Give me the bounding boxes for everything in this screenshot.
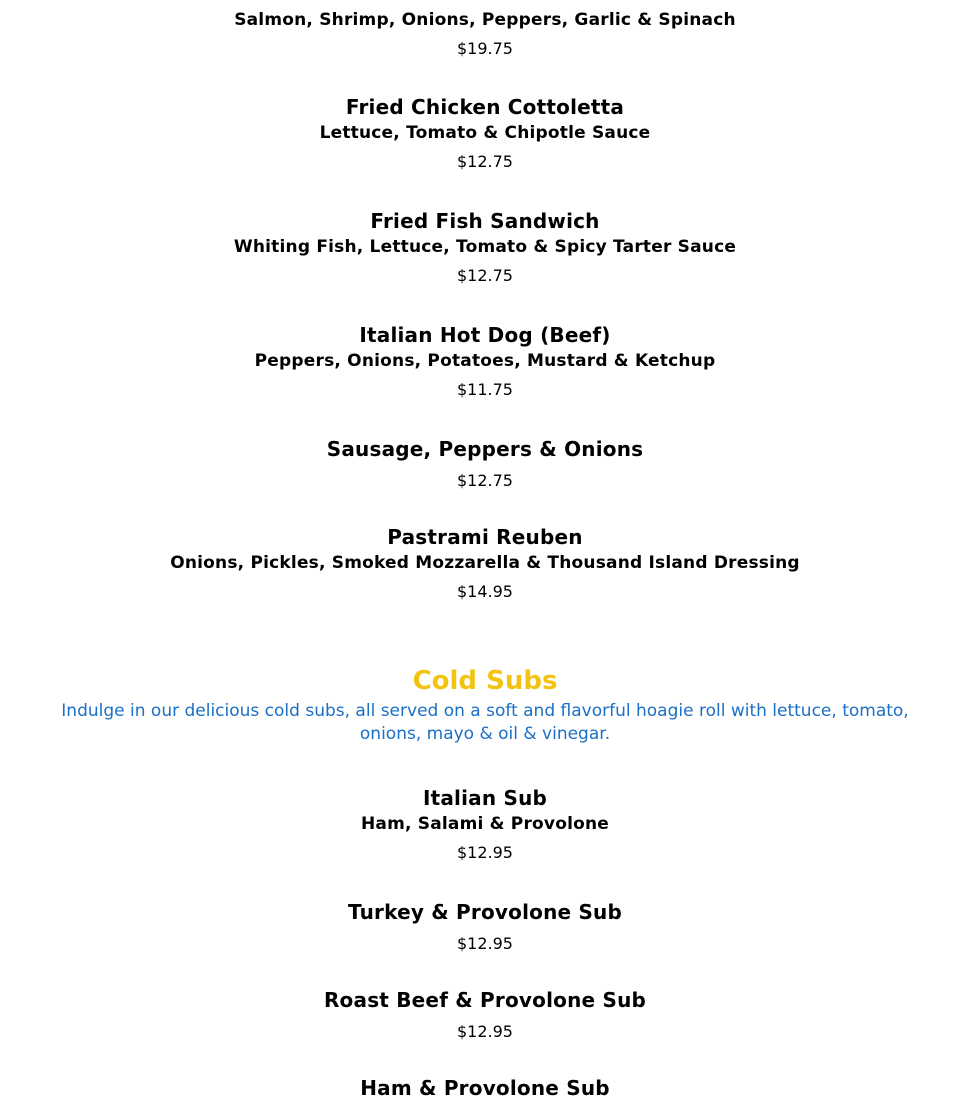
menu-item-description: Lettuce, Tomato & Chipotle Sauce: [319, 123, 651, 143]
menu-item-name: Roast Beef & Provolone Sub: [323, 988, 647, 1012]
menu-item-name: Pastrami Reuben: [387, 525, 583, 549]
section-title: Cold Subs: [412, 666, 558, 696]
menu-item: [0, 7, 970, 60]
menu-item: [0, 899, 970, 955]
menu-item: [0, 436, 970, 492]
menu-item: [0, 208, 970, 287]
menu-item-name: Sausage, Peppers & Onions: [326, 437, 644, 461]
menu-item-description: Whiting Fish, Lettuce, Tomato & Spicy Tarter Sauce: [233, 237, 737, 257]
menu-item: [0, 94, 970, 173]
menu-item-price: $19.75: [457, 39, 513, 58]
menu-item-price: $12.95: [457, 934, 513, 953]
menu-item-description: Ham, Salami & Provolone: [360, 814, 610, 834]
menu-item: [0, 322, 970, 401]
menu-item-price: $12.75: [457, 152, 513, 171]
menu-item-name: Italian Sub: [422, 786, 548, 810]
menu-item-price: $12.95: [457, 843, 513, 862]
menu-item: [0, 987, 970, 1043]
menu-item: [0, 524, 970, 603]
menu-item: [0, 1075, 970, 1101]
menu-item-name: Turkey & Provolone Sub: [347, 900, 623, 924]
menu-item-name: Fried Fish Sandwich: [370, 209, 600, 233]
section-description: Indulge in our delicious cold subs, all served on a soft and flavorful hoagie roll with lettuce, tomato, onions, mayo & oil & vinegar.: [61, 701, 909, 744]
menu-item-price: $12.75: [457, 471, 513, 490]
menu-item-price: $12.95: [457, 1022, 513, 1041]
menu-item-name: Fried Chicken Cottoletta: [345, 95, 625, 119]
menu-item-description: Onions, Pickles, Smoked Mozzarella & Thousand Island Dressing: [170, 553, 800, 573]
menu-item-price: $11.75: [457, 380, 513, 399]
menu-item: [0, 785, 970, 864]
menu-item-description: Salmon, Shrimp, Onions, Peppers, Garlic & Spinach: [234, 10, 736, 30]
menu-item-price: $12.75: [457, 266, 513, 285]
menu-item-description: Peppers, Onions, Potatoes, Mustard & Ketchup: [254, 351, 716, 371]
menu-item-name: Italian Hot Dog (Beef): [359, 323, 611, 347]
menu-item-price: $14.95: [457, 582, 513, 601]
menu-item-name: Ham & Provolone Sub: [360, 1076, 610, 1100]
